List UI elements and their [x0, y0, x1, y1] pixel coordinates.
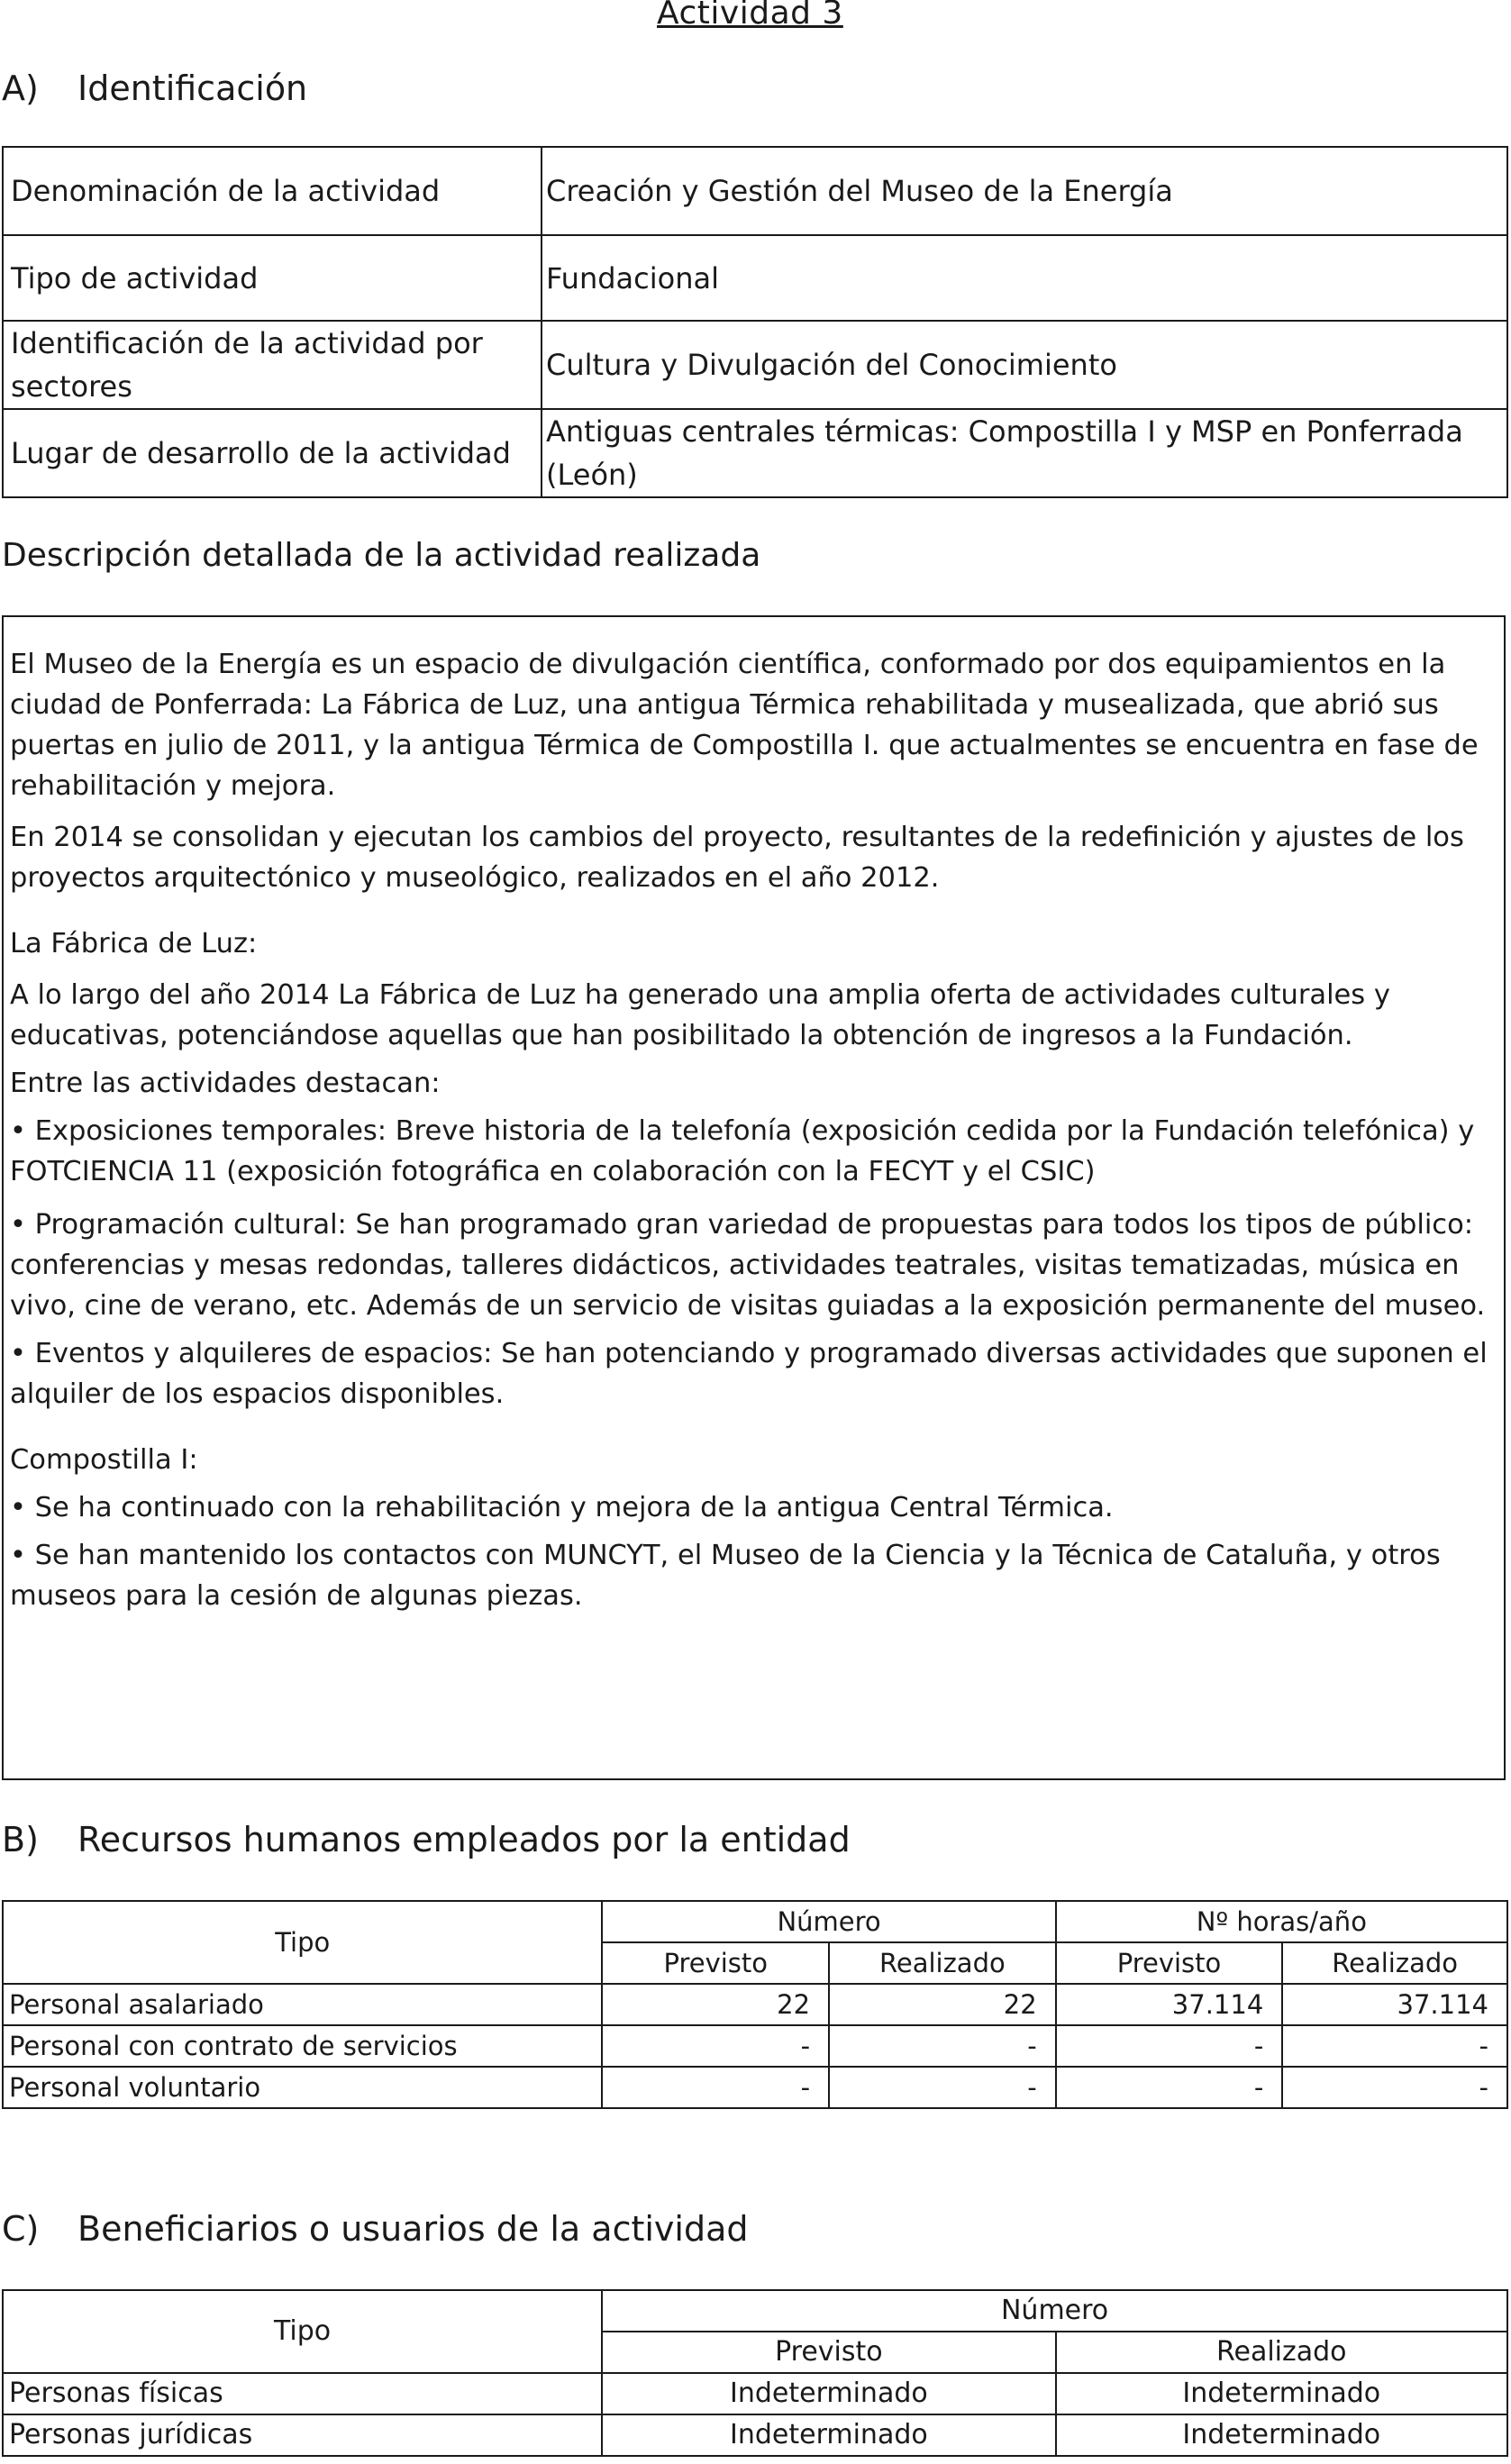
row-horas-realizado: 37.114	[1282, 1984, 1507, 2025]
fabrica-heading: La Fábrica de Luz:	[10, 928, 258, 959]
section-b-letter: B)	[2, 1820, 39, 1859]
section-a-title: Identificación	[77, 68, 308, 108]
row-horas-realizado: -	[1282, 2067, 1507, 2108]
section-a-letter: A)	[2, 68, 39, 108]
bullet-exposiciones: • Exposiciones temporales: Breve historia de la telefonía (exposición cedida por la Fundación telefónica) y FOTCIENCIA 11 (exposición fotográfica en colaboración con la FECYT y el CSIC)	[10, 1115, 1475, 1187]
bullet-rehabilitacion: • Se ha continuado con la rehabilitación y mejora de la antigua Central Térmica.	[10, 1492, 1114, 1523]
table-row	[3, 2373, 1507, 2414]
table-header-row	[3, 2290, 1507, 2332]
header-numero: Número	[602, 1901, 1055, 1942]
bullet-eventos: • Eventos y alquileres de espacios: Se han potenciando y programado diversas actividades que suponen el alquiler de los espacios disponibles.	[10, 1338, 1488, 1410]
activities-intro: Entre las actividades destacan:	[10, 1068, 441, 1099]
header-numero-realizado: Realizado	[829, 1942, 1056, 1984]
header-numero-previsto: Previsto	[602, 1942, 829, 1984]
row-numero-realizado: -	[829, 2067, 1056, 2108]
description-paragraph-1: El Museo de la Energía es un espacio de divulgación científica, conformado por dos equipamientos en la ciudad de Ponferrada: La Fábrica de Luz, una antigua Térmica rehabilitada y musealizada, que abrió sus puertas en julio de 2011, y la antigua Térmica de Compostilla I. que actualmentes se encuentra en fase de rehabilitación y mejora.	[10, 649, 1479, 802]
header-tipo: Tipo	[3, 1901, 602, 1984]
header-numero: Número	[602, 2290, 1507, 2332]
row-numero-realizado: 22	[829, 1984, 1056, 2025]
row-numero-realizado: -	[829, 2025, 1056, 2067]
description-heading: Descripción detallada de la actividad realizada	[2, 537, 761, 574]
beneficiarios-table	[2, 2289, 1508, 2457]
header-horas-realizado: Realizado	[1282, 1942, 1507, 1984]
section-c-letter: C)	[2, 2209, 40, 2249]
denominacion-value: Creación y Gestión del Museo de la Energía	[542, 147, 1507, 235]
table-row	[3, 235, 1507, 321]
activity-title: Actividad 3	[657, 0, 843, 32]
header-previsto: Previsto	[602, 2332, 1055, 2373]
row-horas-previsto: 37.114	[1056, 1984, 1283, 2025]
table-row	[3, 147, 1507, 235]
row-numero-previsto: -	[602, 2025, 829, 2067]
bullet-programacion: • Programación cultural: Se han programado gran variedad de propuestas para todos los tipos de público: conferencias y mesas redondas, talleres didácticos, actividades teatrales, visitas tematizadas, música en vivo, cine de verano, etc. Además de un servicio de visitas guiadas a la exposición permanente del museo.	[10, 1209, 1486, 1322]
row-numero-previsto: 22	[602, 1984, 829, 2025]
row-realizado: Indeterminado	[1056, 2414, 1507, 2456]
table-row	[3, 321, 1507, 409]
section-c-heading	[2, 2209, 749, 2249]
section-b-heading	[2, 1820, 851, 1859]
table-row	[3, 2025, 1507, 2067]
lugar-label: Lugar de desarrollo de la actividad	[3, 409, 542, 497]
row-horas-previsto: -	[1056, 2025, 1283, 2067]
row-tipo: Personal voluntario	[3, 2067, 602, 2108]
compostilla-heading: Compostilla I:	[10, 1444, 198, 1476]
row-horas-realizado: -	[1282, 2025, 1507, 2067]
sectores-value: Cultura y Divulgación del Conocimiento	[542, 321, 1507, 409]
identification-table	[2, 146, 1508, 498]
tipo-actividad-value: Fundacional	[542, 235, 1507, 321]
lugar-value: Antiguas centrales térmicas: Compostilla I y MSP en Ponferrada (León)	[542, 409, 1507, 497]
row-horas-previsto: -	[1056, 2067, 1283, 2108]
header-tipo: Tipo	[3, 2290, 602, 2373]
row-realizado: Indeterminado	[1056, 2373, 1507, 2414]
sectores-label: Identificación de la actividad por sectores	[3, 321, 542, 409]
header-realizado: Realizado	[1056, 2332, 1507, 2373]
table-row	[3, 1984, 1507, 2025]
row-tipo: Personal asalariado	[3, 1984, 602, 2025]
section-b-title: Recursos humanos empleados por la entidad	[77, 1820, 851, 1859]
row-tipo: Personas jurídicas	[3, 2414, 602, 2456]
header-horas-previsto: Previsto	[1056, 1942, 1283, 1984]
header-horas: Nº horas/año	[1056, 1901, 1507, 1942]
recursos-humanos-table	[2, 1900, 1508, 2109]
row-numero-previsto: -	[602, 2067, 829, 2108]
bullet-contactos: • Se han mantenido los contactos con MUNCYT, el Museo de la Ciencia y la Técnica de Cataluña, y otros museos para la cesión de algunas piezas.	[10, 1540, 1441, 1612]
fabrica-paragraph: A lo largo del año 2014 La Fábrica de Luz ha generado una amplia oferta de actividades culturales y educativas, potenciándose aquellas que han posibilitado la obtención de ingresos a la Fundación.	[10, 979, 1390, 1051]
table-row	[3, 2414, 1507, 2456]
tipo-actividad-label: Tipo de actividad	[3, 235, 542, 321]
table-row	[3, 409, 1507, 497]
description-paragraph-2: En 2014 se consolidan y ejecutan los cambios del proyecto, resultantes de la redefinición y ajustes de los proyectos arquitectónico y museológico, realizados en el año 2012.	[10, 822, 1464, 894]
row-tipo: Personal con contrato de servicios	[3, 2025, 602, 2067]
table-header-row	[3, 1901, 1507, 1942]
row-tipo: Personas físicas	[3, 2373, 602, 2414]
section-a-heading	[2, 68, 307, 108]
denominacion-label: Denominación de la actividad	[3, 147, 542, 235]
table-row	[3, 2067, 1507, 2108]
description-box	[2, 615, 1506, 1780]
row-previsto: Indeterminado	[602, 2414, 1055, 2456]
section-c-title: Beneficiarios o usuarios de la actividad	[77, 2209, 749, 2249]
row-previsto: Indeterminado	[602, 2373, 1055, 2414]
